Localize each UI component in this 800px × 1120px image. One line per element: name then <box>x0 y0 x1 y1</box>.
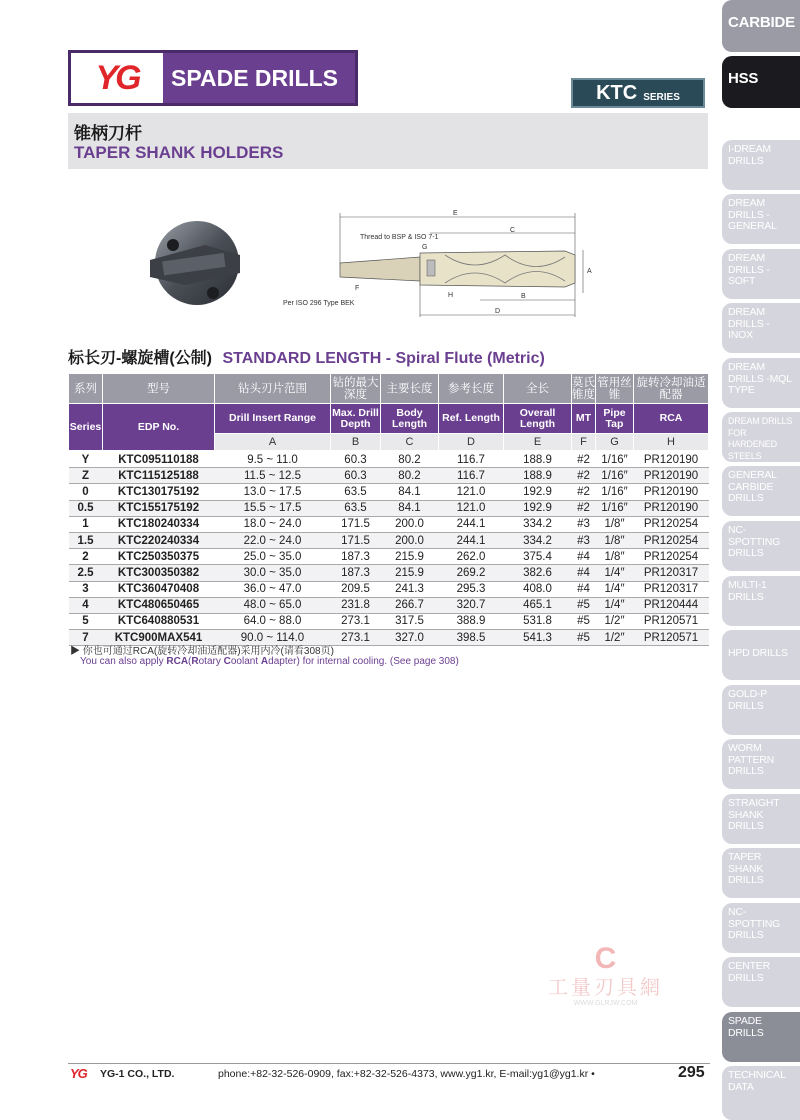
table-cell: 64.0 ~ 88.0 <box>215 613 331 629</box>
sidebar-tab-label: TECHNICAL DATA <box>728 1069 786 1093</box>
table-cell: #3 <box>572 516 596 532</box>
table-cell: 1/16″ <box>596 468 634 484</box>
table-cell: Y <box>69 451 103 468</box>
table-cell: 187.3 <box>331 549 381 565</box>
table-cell: 36.0 ~ 47.0 <box>215 581 331 597</box>
table-cell: 334.2 <box>504 532 572 548</box>
table-cell: 334.2 <box>504 516 572 532</box>
table-row <box>69 500 709 516</box>
table-cell: 80.2 <box>381 468 439 484</box>
sidebar-tab-hss[interactable] <box>722 56 800 108</box>
page-number: 295 <box>678 1064 705 1081</box>
dim-label-f: F <box>355 285 360 292</box>
table-cell: 1/8″ <box>596 516 634 532</box>
table-cell: 116.7 <box>439 451 504 468</box>
table-cell: 84.1 <box>381 484 439 500</box>
table-cell: 388.9 <box>439 613 504 629</box>
sidebar-tab-label: I-DREAM DRILLS <box>728 143 771 167</box>
table-cell: #5 <box>572 613 596 629</box>
holder-photo <box>145 215 245 310</box>
sidebar-tab-label: DREAM DRILLS -INOX <box>728 306 770 341</box>
table-cell: 231.8 <box>331 597 381 613</box>
table-cell: PR120571 <box>634 613 709 629</box>
table-cell: 1 <box>69 516 103 532</box>
table-row <box>69 581 709 597</box>
iso-note: Per ISO 296 Type BEK <box>283 300 355 307</box>
table-row <box>69 532 709 548</box>
table-cell: 262.0 <box>439 549 504 565</box>
table-cell: 1/4″ <box>596 581 634 597</box>
sidebar-tab-label: WORM PATTERN DRILLS <box>728 742 775 777</box>
table-cell: 0 <box>69 484 103 500</box>
table-cell: #2 <box>572 484 596 500</box>
sidebar-tab-dream-general[interactable] <box>722 194 800 244</box>
holder-photo-graphic <box>145 215 245 310</box>
footer-company: YG-1 CO., LTD. <box>100 1068 175 1080</box>
table-cell: Z <box>69 468 103 484</box>
dim-label-b: B <box>521 293 526 300</box>
sidebar-tab-label: NC-SPOTTING DRILLS <box>728 906 781 941</box>
table-cell: 171.5 <box>331 532 381 548</box>
logo-text: YG <box>95 58 139 97</box>
dim-label-c: C <box>510 227 516 234</box>
table-cell: 187.3 <box>331 565 381 581</box>
dim-label-h: H <box>448 292 454 299</box>
sidebar-tab-taper-shank[interactable] <box>722 848 800 898</box>
sidebar-tab-i-dream-drills[interactable] <box>722 140 800 190</box>
sidebar-tab-label: CARBIDE <box>728 14 795 31</box>
table-cell: 531.8 <box>504 613 572 629</box>
series-code: KTC <box>596 81 638 104</box>
table-cell: 465.1 <box>504 597 572 613</box>
table-row <box>69 451 709 468</box>
dim-label-g: G <box>422 244 428 251</box>
footnote-text: oolant <box>230 656 261 667</box>
dim-label-e: E <box>453 210 458 217</box>
product-line-title: SPADE DRILLS <box>163 53 355 103</box>
table-cell: 209.5 <box>331 581 381 597</box>
table-cell: KTC220240334 <box>103 532 215 548</box>
dimension-drawing <box>275 205 620 320</box>
section-heading-en: STANDARD LENGTH - Spiral Flute (Metric) <box>222 350 545 367</box>
page-title-cn: 锥柄刀杆 <box>74 124 142 143</box>
sidebar-tab-label: DREAM DRILLS FOR HARDENED STEELS <box>728 416 793 461</box>
footnote-text: You can also apply <box>80 656 167 667</box>
watermark-text: 工量刃具網 <box>548 977 663 999</box>
column-header-en: RCA <box>634 404 709 434</box>
sidebar-tab-label: HPD DRILLS <box>728 647 788 659</box>
table-cell: 0.5 <box>69 500 103 516</box>
table-cell: 398.5 <box>439 630 504 646</box>
footer-divider <box>68 1063 710 1064</box>
table-cell: 1/16″ <box>596 451 634 468</box>
column-header-en: Overall Length <box>504 404 572 434</box>
table-cell: KTC130175192 <box>103 484 215 500</box>
footnote-rca: RCA <box>166 656 189 667</box>
table-cell: 1/4″ <box>596 597 634 613</box>
column-header-en: Pipe Tap <box>596 404 634 434</box>
series-label: SERIES <box>643 91 680 103</box>
sidebar-tab-carbide[interactable] <box>722 0 800 52</box>
table-cell: 18.0 ~ 24.0 <box>215 516 331 532</box>
table-cell: 63.5 <box>331 484 381 500</box>
table-cell: 188.9 <box>504 451 572 468</box>
table-cell: 1/2″ <box>596 613 634 629</box>
table-cell: 1/8″ <box>596 532 634 548</box>
table-cell: #5 <box>572 597 596 613</box>
column-header-letter: G <box>596 434 634 451</box>
table-cell: 320.7 <box>439 597 504 613</box>
column-header-en: EDP No. <box>103 404 215 451</box>
sidebar-tab-dream-hardened[interactable] <box>722 412 800 462</box>
table-cell: KTC480650465 <box>103 597 215 613</box>
column-header-cn: 型号 <box>103 374 215 404</box>
table-cell: #2 <box>572 500 596 516</box>
table-row <box>69 597 709 613</box>
sidebar-tab-spade-drills[interactable] <box>722 1012 800 1062</box>
column-header-en: Drill Insert Range <box>215 404 331 434</box>
sidebar-tab-label: CENTER DRILLS <box>728 960 770 984</box>
table-cell: 60.3 <box>331 468 381 484</box>
watermark-url: WWW.GLRJW.COM <box>573 1000 638 1007</box>
header-row-cn <box>69 374 709 404</box>
sidebar-tab-dream-soft[interactable] <box>722 249 800 299</box>
table-cell: 1/16″ <box>596 500 634 516</box>
table-cell: 375.4 <box>504 549 572 565</box>
column-header-en: Max. Drill Depth <box>331 404 381 434</box>
table-cell: 215.9 <box>381 565 439 581</box>
column-header-cn: 钻头刃片范围 <box>215 374 331 404</box>
table-cell: 2.5 <box>69 565 103 581</box>
sidebar-tab-label: GENERAL CARBIDE DRILLS <box>728 469 777 504</box>
table-cell: KTC300350382 <box>103 565 215 581</box>
table-row <box>69 565 709 581</box>
table-row <box>69 468 709 484</box>
table-cell: PR120254 <box>634 532 709 548</box>
sidebar-tab-label: TAPER SHANK DRILLS <box>728 851 764 886</box>
spec-table <box>68 373 709 646</box>
table-cell: 200.0 <box>381 516 439 532</box>
table-cell: 84.1 <box>381 500 439 516</box>
table-cell: 1/8″ <box>596 549 634 565</box>
table-cell: KTC640880531 <box>103 613 215 629</box>
sidebar-tab-nc-spotting-2[interactable] <box>722 903 800 953</box>
column-header-letter: A <box>215 434 331 451</box>
table-cell: 269.2 <box>439 565 504 581</box>
table-cell: 3 <box>69 581 103 597</box>
table-cell: 2 <box>69 549 103 565</box>
footnote-letter: C <box>223 656 231 667</box>
column-header-letter: C <box>381 434 439 451</box>
table-cell: 9.5 ~ 11.0 <box>215 451 331 468</box>
column-header-cn: 钻的最大深度 <box>331 374 381 404</box>
table-cell: #4 <box>572 565 596 581</box>
sidebar-tab-center-drills[interactable] <box>722 957 800 1007</box>
footnote-en <box>80 656 459 667</box>
table-cell: #3 <box>572 532 596 548</box>
column-header-cn: 莫氏锥度 <box>572 374 596 404</box>
column-header-en: Ref. Length <box>439 404 504 434</box>
sidebar-tab-worm-pattern[interactable] <box>722 739 800 789</box>
column-header-cn: 系列 <box>69 374 103 404</box>
sidebar-tab-label: DREAM DRILLS -MQL TYPE <box>728 361 792 396</box>
table-cell: PR120317 <box>634 581 709 597</box>
footnote-letter: A <box>260 656 269 667</box>
section-heading-cn: 标长刃-螺旋槽(公制) <box>68 350 212 367</box>
sidebar-tab-label: DREAM DRILLS -SOFT <box>728 252 770 287</box>
table-cell: 121.0 <box>439 484 504 500</box>
sidebar-tab-hpd[interactable] <box>722 630 800 680</box>
table-cell: 273.1 <box>331 630 381 646</box>
table-cell: 215.9 <box>381 549 439 565</box>
table-cell: 25.0 ~ 35.0 <box>215 549 331 565</box>
column-header-letter: F <box>572 434 596 451</box>
column-header-cn: 旋转冷却油适配器 <box>634 374 709 404</box>
sidebar-tab-label: MULTI-1 DRILLS <box>728 579 767 603</box>
table-cell: KTC180240334 <box>103 516 215 532</box>
table-cell: #2 <box>572 468 596 484</box>
table-cell: PR120254 <box>634 516 709 532</box>
dim-label-a: A <box>587 268 592 275</box>
table-cell: 15.5 ~ 17.5 <box>215 500 331 516</box>
table-cell: PR120190 <box>634 468 709 484</box>
table-cell: 327.0 <box>381 630 439 646</box>
sidebar-tab-straight-shank[interactable] <box>722 794 800 844</box>
table-cell: 11.5 ~ 12.5 <box>215 468 331 484</box>
column-header-letter: B <box>331 434 381 451</box>
table-cell: #4 <box>572 549 596 565</box>
table-row <box>69 484 709 500</box>
table-cell: 116.7 <box>439 468 504 484</box>
table-cell: 5 <box>69 613 103 629</box>
table-cell: 63.5 <box>331 500 381 516</box>
column-header-en: Body Length <box>381 404 439 434</box>
sidebar-tab-general-carbide[interactable] <box>722 466 800 516</box>
table-cell: 171.5 <box>331 516 381 532</box>
table-cell: KTC250350375 <box>103 549 215 565</box>
thread-note: Thread to BSP & ISO 7-1 <box>360 234 439 241</box>
column-header-en: Series <box>69 404 103 451</box>
watermark <box>538 942 673 1017</box>
table-cell: 7 <box>69 630 103 646</box>
table-cell: #2 <box>572 451 596 468</box>
section-heading <box>68 345 545 368</box>
table-cell: 1.5 <box>69 532 103 548</box>
table-cell: 13.0 ~ 17.5 <box>215 484 331 500</box>
table-cell: 1/4″ <box>596 565 634 581</box>
brand-header <box>68 50 358 106</box>
column-header-cn: 参考长度 <box>439 374 504 404</box>
category-sidebar <box>722 0 800 1120</box>
dimension-drawing-graphic <box>275 205 620 320</box>
table-cell: KTC900MAX541 <box>103 630 215 646</box>
table-cell: PR120254 <box>634 549 709 565</box>
column-header-cn: 主要长度 <box>381 374 439 404</box>
table-cell: PR120190 <box>634 500 709 516</box>
table-cell: #5 <box>572 630 596 646</box>
dim-label-d: D <box>495 308 501 315</box>
header-row-en <box>69 404 709 434</box>
table-cell: 90.0 ~ 114.0 <box>215 630 331 646</box>
table-cell: 48.0 ~ 65.0 <box>215 597 331 613</box>
footnote-cn: ▶ 你也可通过RCA(旋转冷却油适配器)采用内冷(请看308页) <box>70 646 334 657</box>
table-cell: KTC095110188 <box>103 451 215 468</box>
table-cell: 80.2 <box>381 451 439 468</box>
table-cell: #4 <box>572 581 596 597</box>
table-cell: KTC360470408 <box>103 581 215 597</box>
table-cell: 22.0 ~ 24.0 <box>215 532 331 548</box>
table-row <box>69 549 709 565</box>
table-cell: 266.7 <box>381 597 439 613</box>
sidebar-tab-technical-data[interactable] <box>722 1066 800 1120</box>
footnote-text: otary <box>198 656 224 667</box>
table-cell: PR120571 <box>634 630 709 646</box>
table-cell: 1/2″ <box>596 630 634 646</box>
table-cell: 295.3 <box>439 581 504 597</box>
table-cell: 382.6 <box>504 565 572 581</box>
column-header-cn: 全长 <box>504 374 572 404</box>
sidebar-tab-label: GOLD-P DRILLS <box>728 688 767 712</box>
page-title-en: TAPER SHANK HOLDERS <box>74 143 284 162</box>
sidebar-tab-multi-1[interactable] <box>722 576 800 626</box>
sidebar-tab-gold-p[interactable] <box>722 685 800 735</box>
column-header-letter: D <box>439 434 504 451</box>
footnote-text: dapter <box>268 656 297 667</box>
yg-logo <box>71 53 163 103</box>
table-cell: 244.1 <box>439 516 504 532</box>
sidebar-tab-label: SPADE DRILLS <box>728 1015 764 1039</box>
page-title-band <box>68 113 708 169</box>
table-cell: KTC115125188 <box>103 468 215 484</box>
sidebar-tab-dream-inox[interactable] <box>722 303 800 353</box>
table-cell: PR120190 <box>634 451 709 468</box>
table-cell: 317.5 <box>381 613 439 629</box>
column-header-cn: 管用丝锥 <box>596 374 634 404</box>
table-cell: 30.0 ~ 35.0 <box>215 565 331 581</box>
table-cell: 273.1 <box>331 613 381 629</box>
table-cell: 408.0 <box>504 581 572 597</box>
table-cell: 244.1 <box>439 532 504 548</box>
footnote-text: ( <box>188 656 192 667</box>
footnote-letter: R <box>191 656 199 667</box>
table-row <box>69 613 709 629</box>
watermark-glyph: C <box>594 942 617 975</box>
footnote-text: ) for internal cooling. (See page 308) <box>296 656 459 667</box>
table-cell: 541.3 <box>504 630 572 646</box>
spec-table-body <box>69 451 709 646</box>
table-cell: KTC155175192 <box>103 500 215 516</box>
table-cell: 60.3 <box>331 451 381 468</box>
table-cell: 192.9 <box>504 500 572 516</box>
table-cell: PR120444 <box>634 597 709 613</box>
series-badge <box>571 78 705 108</box>
table-cell: 241.3 <box>381 581 439 597</box>
sidebar-tab-label: STRAIGHT SHANK DRILLS <box>728 797 780 832</box>
table-cell: PR120190 <box>634 484 709 500</box>
footer-logo: YG <box>70 1066 87 1081</box>
table-cell: 188.9 <box>504 468 572 484</box>
sidebar-tab-label: DREAM DRILLS -GENERAL <box>728 197 777 232</box>
column-header-en: MT <box>572 404 596 434</box>
sidebar-tab-label: NC-SPOTTING DRILLS <box>728 524 781 559</box>
column-header-letter: H <box>634 434 709 451</box>
sidebar-tab-dream-mql[interactable] <box>722 358 800 408</box>
table-cell: 121.0 <box>439 500 504 516</box>
table-cell: 1/16″ <box>596 484 634 500</box>
table-cell: 4 <box>69 597 103 613</box>
sidebar-tab-nc-spotting[interactable] <box>722 521 800 571</box>
table-cell: 200.0 <box>381 532 439 548</box>
table-row <box>69 516 709 532</box>
footer-contact: phone:+82-32-526-0909, fax:+82-32-526-4373, www.yg1.kr, E-mail:yg1@yg1.kr • <box>218 1068 595 1080</box>
sidebar-tab-label: HSS <box>728 70 759 87</box>
table-cell: PR120317 <box>634 565 709 581</box>
table-cell: 192.9 <box>504 484 572 500</box>
column-header-letter: E <box>504 434 572 451</box>
